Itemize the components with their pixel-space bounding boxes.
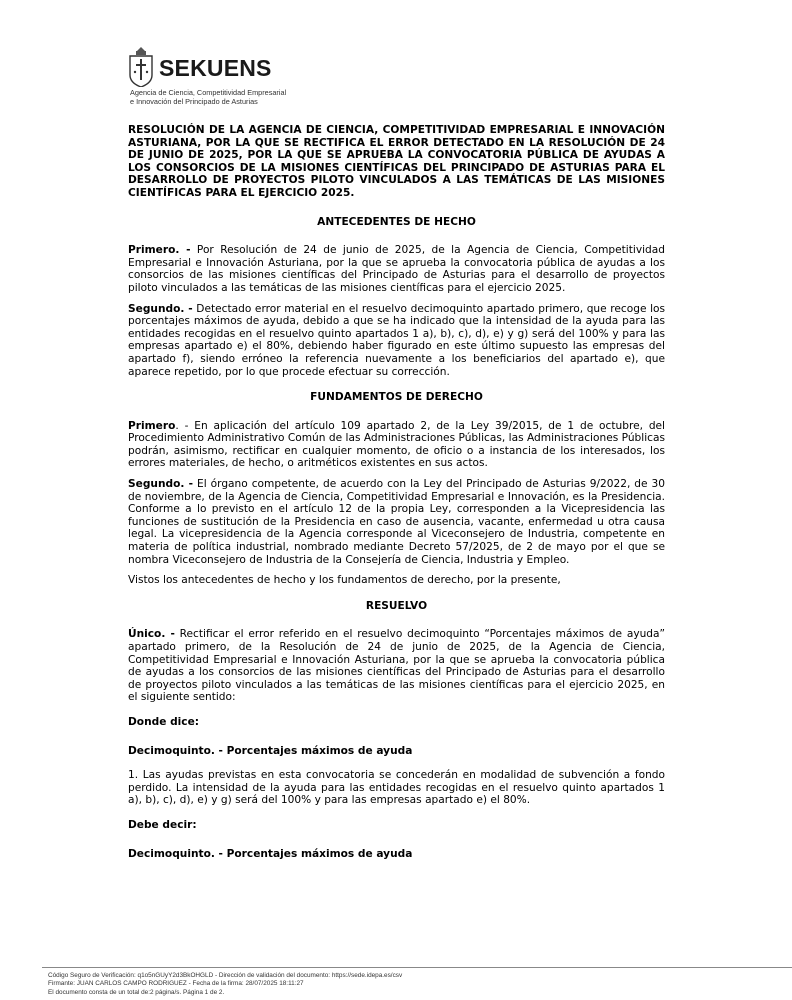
asturias-crest-icon (128, 47, 154, 87)
decimoquinto-heading-1 (128, 745, 665, 758)
decimoquinto-text-1: Decimoquinto. - Porcentajes máximos de ayuda (128, 744, 413, 757)
fundamentos-primero (128, 420, 665, 470)
document-body (128, 124, 665, 860)
brand-subtitle-line2: e Innovación del Principado de Asturias (130, 97, 258, 106)
resolution-title: RESOLUCIÓN DE LA AGENCIA DE CIENCIA, COMPETITIVIDAD EMPRESARIAL E INNOVACIÓN ASTURIANA, POR LA QUE SE RECTIFICA EL ERROR DETECTADO EN LA RESOLUCIÓN DE 24 DE JUNIO DE 2025, POR LA QUE SE APRUEBA LA CONVOCATORIA PÚBLICA DE AYUDAS A LOS CONSORCIOS DE LA MISIONES CIENTÍFICAS DEL PRINCIPADO DE ASTURIAS PARA EL DESARROLLO DE PROYECTOS PILOTO VINCULADOS A LAS TEMÁTICAS DE LAS MISIONES CIENTÍFICAS PARA EL EJERCICIO 2025. (128, 124, 665, 199)
paragraph-label: Segundo. - (128, 478, 194, 491)
item-1-paragraph: 1. Las ayudas previstas en esta convocatoria se concederán en modalidad de subvención a fondo perdido. La intensidad de la ayuda para las entidades recogidas en el resuelvo quinto apartados 1 a), b), c), d), e) y g) será del 100% y para las empresas apartado e) el 80%. (128, 769, 665, 807)
paragraph-text: . - En aplicación del artículo 109 apartado 2, de la Ley 39/2015, de 1 de octubre, del Procedimiento Administrativo Común de las Administraciones Públicas, las Administraciones Públicas podrán, asimismo, rectificar en cualquier momento, de oficio o a instancia de los interesados, los errores materiales, de hecho, o aritméticos existentes en sus actos. (128, 419, 665, 470)
paragraph-text: Detectado error material en el resuelvo decimoquinto apartado primero, que recoge los porcentajes máximos de ayuda, debido a que se ha indicado que la intensidad de la ayuda para las entidades recogidas en el resuelvo quinto apartados 1 a), b), c), d), e) y g) será del 100% y para las empresas apartado e) el 80%, debiendo haber figurado en este último supuesto las empresas del apartado f), siendo erróneo la referencia nuevamente a los beneficiarios del apartado e), que aparece repetido, por lo que procede efectuar su corrección. (128, 302, 666, 378)
paragraph-label: Segundo. - (128, 302, 193, 315)
vistos-paragraph: Vistos los antecedentes de hecho y los fundamentos de derecho, por la presente, (128, 574, 561, 587)
decimoquinto-text-2: Decimoquinto. - Porcentajes máximos de ayuda (128, 847, 413, 860)
paragraph-text: El órgano competente, de acuerdo con la Ley del Principado de Asturias 9/2022, de 30 de noviembre, de la Agencia de Ciencia, Competitividad Empresarial e Innovación, es la Presidencia. Conforme a lo previsto en el artículo 12 de la propia Ley, corresponden a la Vicepresidencia las funciones de sustitución de la Presidencia en caso de ausencia, vacante, enfermedad u otra causa legal. La vicepresidencia de la Agencia corresponde al Viceconsejero de Industria, competente en materia de política industrial, nombrado mediante Decreto 57/2025, de 2 de mayo por el que se nombra Viceconsejero de Industria de la Consejería de Ciencia, Industria y Empleo. (128, 478, 666, 566)
resuelvo-heading: RESUELVO (365, 599, 428, 612)
debe-decir-label (128, 819, 665, 832)
donde-dice-label (128, 716, 665, 729)
paragraph-text: Por Resolución de 24 de junio de 2025, de la Agencia de Ciencia, Competitividad Empresarial e Innovación Asturiana, por la que se aprueba la convocatoria pública de ayudas a los consorcios de las misiones científicas del Principado de Asturias para el desarrollo de proyectos piloto vinculados a las temáticas de las misiones científicas para el ejercicio 2025. (128, 244, 665, 294)
donde-dice-text: Donde dice: (128, 715, 199, 728)
paragraph-label: Primero (128, 419, 176, 432)
debe-decir-text: Debe decir: (128, 818, 197, 831)
footer-pages-line: El documento consta de un total de:2 página/s. Página 1 de 2. (48, 988, 225, 996)
decimoquinto-heading-2 (128, 848, 665, 861)
antecedentes-segundo (128, 303, 665, 379)
antecedentes-primero (128, 244, 665, 294)
sekuens-logo (128, 45, 368, 107)
paragraph-label: Único. - (128, 628, 175, 641)
footer-signer-line: Firmante: JUAN CARLOS CAMPO RODRIGUEZ - Fecha de la firma: 28/07/2025 18:11:27 (48, 980, 304, 988)
brand-subtitle-line1: Agencia de Ciencia, Competitividad Empresarial (130, 88, 287, 97)
brand-name: SEKUENS (159, 55, 272, 81)
unico-paragraph (128, 628, 665, 704)
paragraph-text: Rectificar el error referido en el resuelvo decimoquinto “Porcentajes máximos de ayuda” apartado primero, de la Resolución de 24 de junio de 2025, de la Agencia de Ciencia, Competitividad Empresarial e Innovación Asturiana, por la que se aprueba la convocatoria pública de ayudas a los consorcios de las misiones científicas del Principado de Asturias para el desarrollo de proyectos piloto vinculados a las temáticas de las misiones científicas para el ejercicio 2025, en el siguiente sentido: (128, 628, 666, 704)
fundamentos-segundo (128, 478, 665, 566)
footer-divider (42, 967, 792, 968)
fundamentos-heading: FUNDAMENTOS DE DERECHO (310, 391, 483, 404)
antecedentes-heading: ANTECEDENTES DE HECHO (317, 215, 476, 228)
footer-csv-line: Código Seguro de Verificación: q1o5nGUyY2d3BkOHGLD - Dirección de validación del documento: https://sede.idepa.es/csv (48, 972, 403, 979)
signature-footer (48, 972, 402, 997)
paragraph-label: Primero. - (128, 244, 191, 257)
